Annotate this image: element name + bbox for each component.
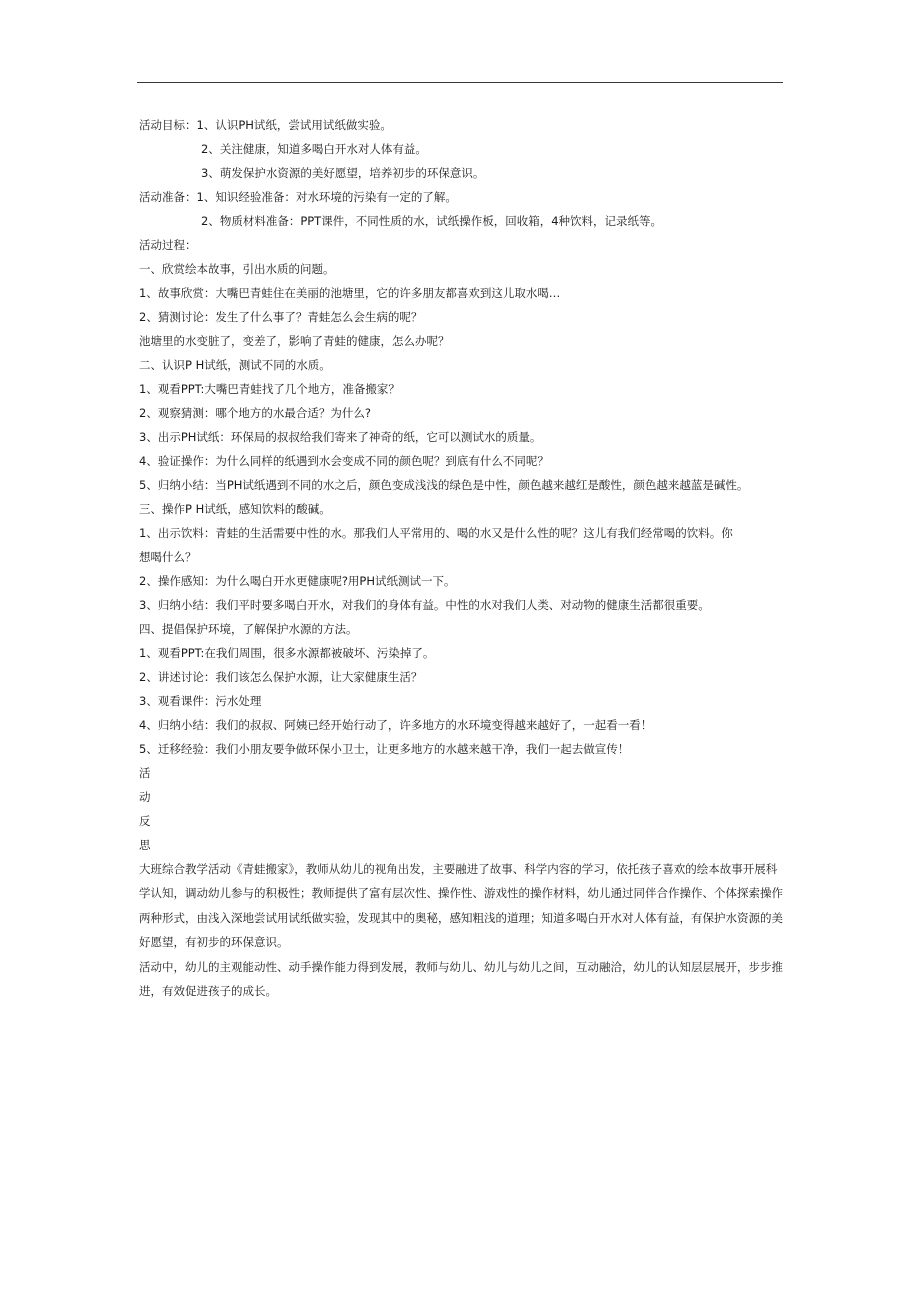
- process-line: 1、观看PPT:大嘴巴青蛙找了几个地方，准备搬家？: [139, 382, 400, 396]
- process-line: 5、迁移经验：我们小朋友要争做环保小卫士，让更多地方的水越来越干净，我们一起去做宣传！: [139, 742, 630, 756]
- prep-line-1: [139, 185, 787, 209]
- header-rule: [137, 82, 783, 83]
- process-line: 3、观看课件：污水处理: [139, 694, 262, 708]
- goals-line-1: [139, 113, 787, 137]
- process-line: 4、验证操作：为什么同样的纸遇到水会变成不同的颜色呢？到底有什么不同呢？: [139, 454, 549, 468]
- process-line: 2、猜测讨论：发生了什么事了？青蛙怎么会生病的呢？: [139, 310, 423, 324]
- goal-item: 1、认识PH试纸，尝试用试纸做实验。: [196, 118, 392, 132]
- process-line: 1、出示饮料：青蛙的生活需要中性的水。那我们人平常用的、喝的水又是什么性的呢？这儿有我们经常喝的饮料。你: [139, 526, 733, 540]
- reflection-paragraph: 大班综合教学活动《青蛙搬家》，教师从幼儿的视角出发，主要融进了故事、科学内容的学习，依托孩子喜欢的绘本故事开展科学认知，调动幼儿参与的积极性；教师提供了富有层次性、操作性、游戏性的操作材料，幼儿通过同伴合作操作、个体探索操作两种形式，由浅入深地尝试用试纸做实验，发现其中的奥秘，感知粗浅的道理；知道多喝白开水对人体有益，有保护水资源的美好愿望，有初步的环保意识。: [139, 862, 783, 950]
- reflection-paragraph: 活动中，幼儿的主观能动性、动手操作能力得到发展，教师与幼儿、幼儿与幼儿之间，互动融洽，幼儿的认知层层展开，步步推进，有效促进孩子的成长。: [139, 959, 783, 999]
- prep-item: 2、物质材料准备：PPT课件，不同性质的水，试纸操作板，回收箱，4种饮料，记录纸等。: [201, 214, 663, 228]
- process-line: 5、归纳小结：当PH试纸遇到不同的水之后，颜色变成浅浅的绿色是中性，颜色越来越红是酸性，颜色越来越蓝是碱性。: [139, 478, 749, 492]
- process-line: 2、讲述讨论：我们该怎么保护水源，让大家健康生活？: [139, 670, 423, 684]
- process-heading: 四、提倡保护环境，了解保护水源的方法。: [139, 622, 358, 636]
- process-line: 1、观看PPT:在我们周围，很多水源都被破坏、污染掉了。: [139, 646, 435, 660]
- reflection-label-char: 活: [139, 766, 151, 780]
- reflection-label-char: 思: [139, 838, 151, 852]
- process-line: 4、归纳小结：我们的叔叔、阿姨已经开始行动了，许多地方的水环境变得越来越好了，一起看一看！: [139, 718, 653, 732]
- document-body: [139, 113, 787, 1003]
- reflection-label-char: 动: [139, 790, 151, 804]
- prep-label: 活动准备：: [139, 190, 197, 204]
- process-line: 2、操作感知：为什么喝白开水更健康呢?用PH试纸测试一下。: [139, 574, 456, 588]
- process-line: 3、出示PH试纸：环保局的叔叔给我们寄来了神奇的纸，它可以测试水的质量。: [139, 430, 542, 444]
- goals-label: 活动目标：: [139, 118, 197, 132]
- process-line: 池塘里的水变脏了，变差了，影响了青蛙的健康，怎么办呢？: [139, 334, 450, 348]
- process-line: 1、故事欣赏：大嘴巴青蛙住在美丽的池塘里，它的许多朋友都喜欢到这儿取水喝…: [139, 286, 561, 300]
- process-line: 想喝什么？: [139, 550, 197, 564]
- process-heading: 一、欣赏绘本故事，引出水质的问题。: [139, 262, 335, 276]
- prep-item: 1、知识经验准备：对水环境的污染有一定的了解。: [196, 190, 457, 204]
- goal-item: 3、萌发保护水资源的美好愿望，培养初步的环保意识。: [201, 166, 485, 180]
- process-heading: 三、操作P H试纸，感知饮料的酸碱。: [139, 502, 331, 516]
- process-line: 3、归纳小结：我们平时要多喝白开水，对我们的身体有益。中性的水对我们人类、对动物的健康生活都很重要。: [139, 598, 710, 612]
- goal-item: 2、关注健康，知道多喝白开水对人体有益。: [201, 142, 427, 156]
- process-line: 2、观察猜测：哪个地方的水最合适？为什么?: [139, 406, 371, 420]
- reflection-label-char: 反: [139, 814, 151, 828]
- process-label: 活动过程：: [139, 238, 197, 252]
- process-heading: 二、认识P H试纸，测试不同的水质。: [139, 358, 331, 372]
